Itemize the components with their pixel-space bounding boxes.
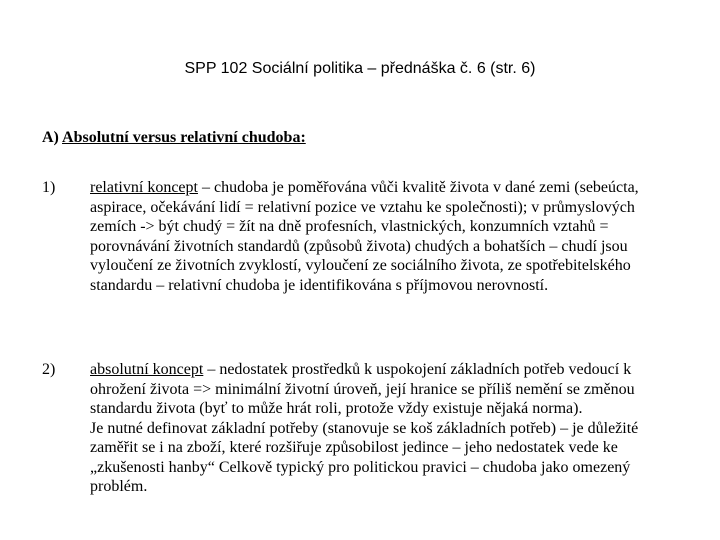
section-label: A) xyxy=(42,129,59,146)
term-relative-concept: relativní koncept xyxy=(90,179,198,196)
list-item-body xyxy=(90,360,670,497)
list-item-text: – nedostatek prostředků k uspokojení základních potřeb vedoucí k ohrožení života => minimální životní úroveň, její hranice se příliš nemění se změnou standardu života (byť to může hrát roli, protože vždy existuje nějaká norma). xyxy=(90,361,635,417)
list-item-continuation: Je nutné definovat základní potřeby (stanovuje se koš základních potřeb) – je důležité zaměřit se i na zboží, které rozšiřuje způsobilost jedince – jeho nedostatek vede ke „zkušenosti hanby“ Celkově typický pro politickou pravici – chudoba jako omezený problém. xyxy=(90,419,639,495)
list-item-number: 2) xyxy=(42,361,56,378)
list-item-body xyxy=(90,178,670,295)
slide-title: SPP 102 Sociální politika – přednáška č. 6 (str. 6) xyxy=(184,60,536,77)
section-heading xyxy=(42,127,306,149)
section-heading-text: Absolutní versus relativní chudoba: xyxy=(62,129,306,146)
list-item-text: – chudoba je poměřována vůči kvalitě života v dané zemi (sebeúcta, aspirace, očekávání lidí = relativní pozice ve vztahu ke společnosti); v průmyslových zemích -> být chudý = žít na dně profesních, vlastnických, konzumních vztahů = porovnávání životních standardů (způsobů života) chudých a bohatších – chudí jsou vyloučení ze životních zvyklostí, vyloučení ze sociálního života, ze spotřebitelského standardu – relativní chudoba je identifikována s příjmovou nerovností. xyxy=(90,179,639,294)
list-item-relative-concept xyxy=(42,178,682,295)
term-absolute-concept: absolutní koncept xyxy=(90,361,204,378)
list-item-number: 1) xyxy=(42,179,56,196)
list-item-absolute-concept xyxy=(42,360,682,497)
